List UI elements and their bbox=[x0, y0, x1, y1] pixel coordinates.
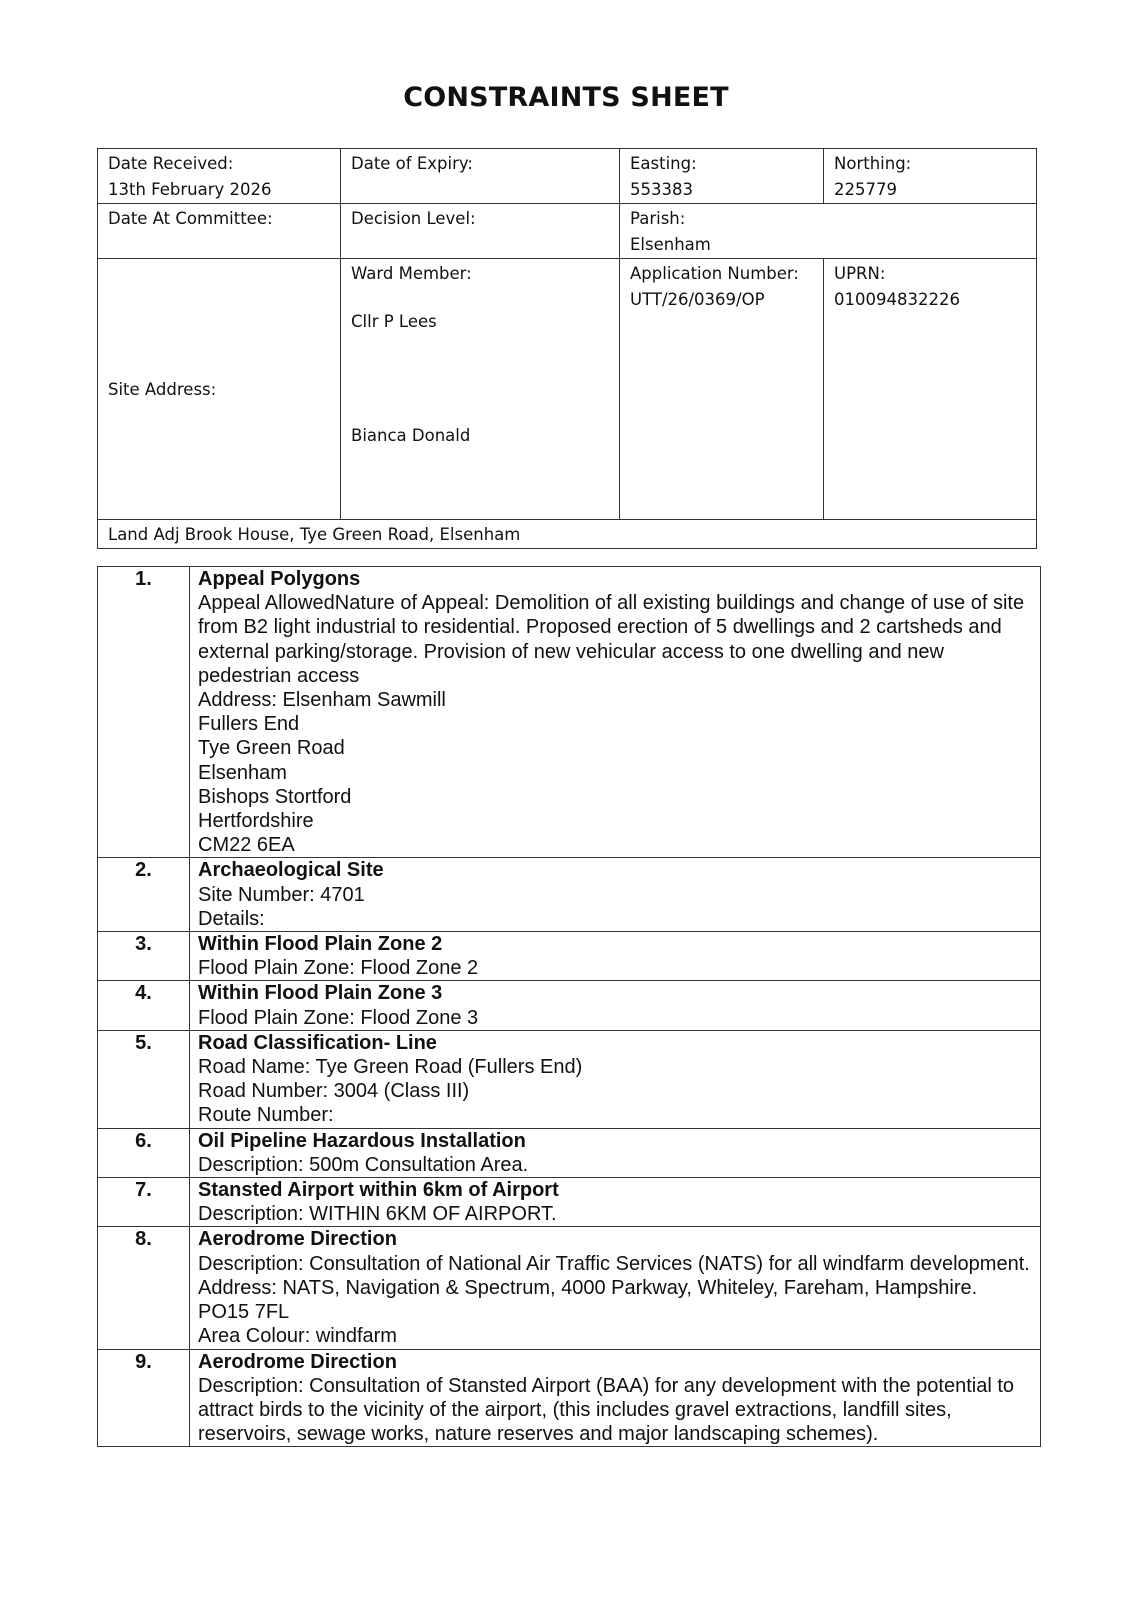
constraint-line: CM22 6EA bbox=[198, 834, 295, 857]
application-number-cell bbox=[620, 259, 824, 520]
constraint-title: Aerodrome Direction bbox=[198, 1350, 397, 1373]
date-committee-cell bbox=[98, 204, 341, 259]
constraint-title: Aerodrome Direction bbox=[198, 1228, 397, 1251]
constraint-line: Description: WITHIN 6KM OF AIRPORT. bbox=[198, 1203, 557, 1226]
constraint-row bbox=[98, 932, 1041, 981]
constraint-details bbox=[190, 567, 1041, 858]
parish-value: Elsenham bbox=[630, 235, 711, 254]
constraint-title: Archaeological Site bbox=[198, 859, 384, 882]
date-committee-label: Date At Committee: bbox=[108, 209, 273, 228]
constraint-row bbox=[98, 858, 1041, 932]
constraint-details bbox=[190, 1227, 1041, 1349]
constraint-details bbox=[190, 932, 1041, 981]
application-number-value: UTT/26/0369/OP bbox=[630, 290, 765, 309]
constraint-number: 4. bbox=[98, 981, 190, 1030]
constraints-table bbox=[97, 566, 1041, 1447]
constraint-line: Bishops Stortford bbox=[198, 785, 352, 808]
constraint-number: 9. bbox=[98, 1349, 190, 1447]
ward-member-value: Cllr P Lees bbox=[351, 312, 437, 331]
constraint-line: Flood Plain Zone: Flood Zone 2 bbox=[198, 957, 479, 980]
constraint-row bbox=[98, 1030, 1041, 1128]
constraint-number: 8. bbox=[98, 1227, 190, 1349]
constraint-number: 6. bbox=[98, 1128, 190, 1177]
constraint-details bbox=[190, 858, 1041, 932]
date-received-cell bbox=[98, 149, 341, 204]
constraint-line: Area Colour: windfarm bbox=[198, 1325, 397, 1348]
constraint-title: Within Flood Plain Zone 2 bbox=[198, 933, 443, 956]
constraint-row bbox=[98, 567, 1041, 858]
officer-name: Bianca Donald bbox=[351, 426, 471, 445]
constraint-line: Flood Plain Zone: Flood Zone 3 bbox=[198, 1006, 479, 1029]
parish-cell bbox=[620, 204, 1037, 259]
constraint-number: 7. bbox=[98, 1178, 190, 1227]
date-received-value: 13th February 2026 bbox=[108, 180, 272, 199]
constraint-line: Road Name: Tye Green Road (Fullers End) bbox=[198, 1056, 583, 1079]
ward-member-cell bbox=[341, 259, 620, 520]
constraint-line: Address: NATS, Navigation & Spectrum, 4000 Parkway, Whiteley, Fareham, Hampshire. PO15 7FL bbox=[198, 1276, 978, 1324]
date-expiry-cell bbox=[341, 149, 620, 204]
application-number-label: Application Number: bbox=[630, 264, 799, 283]
constraint-line: Site Number: 4701 bbox=[198, 883, 365, 906]
uprn-value: 010094832226 bbox=[834, 290, 960, 309]
constraint-line: Route Number: bbox=[198, 1104, 334, 1127]
page-title: CONSTRAINTS SHEET bbox=[403, 82, 729, 113]
constraint-title: Appeal Polygons bbox=[198, 568, 361, 590]
constraint-details bbox=[190, 1178, 1041, 1227]
constraint-row bbox=[98, 1349, 1041, 1447]
constraint-number: 5. bbox=[98, 1030, 190, 1128]
easting-value: 553383 bbox=[630, 180, 693, 199]
uprn-label: UPRN: bbox=[834, 264, 886, 283]
constraint-line: Elsenham bbox=[198, 761, 287, 784]
ward-member-label: Ward Member: bbox=[351, 264, 472, 283]
constraint-row bbox=[98, 1227, 1041, 1349]
constraint-row bbox=[98, 1178, 1041, 1227]
constraint-details bbox=[190, 1349, 1041, 1447]
constraint-line: Tye Green Road bbox=[198, 737, 345, 760]
constraint-details bbox=[190, 1128, 1041, 1177]
northing-cell bbox=[824, 149, 1037, 204]
constraint-line: Description: 500m Consultation Area. bbox=[198, 1153, 529, 1176]
northing-value: 225779 bbox=[834, 180, 897, 199]
constraint-line: Address: Elsenham Sawmill bbox=[198, 689, 446, 712]
site-address-label-cell bbox=[98, 259, 341, 520]
constraint-line: Description: Consultation of National Air Traffic Services (NATS) for all windfarm development. bbox=[198, 1252, 1030, 1275]
application-details-table bbox=[97, 148, 1037, 549]
constraint-line: Details: bbox=[198, 907, 265, 930]
constraint-line: Hertfordshire bbox=[198, 810, 314, 833]
easting-cell bbox=[620, 149, 824, 204]
constraint-title: Within Flood Plain Zone 3 bbox=[198, 982, 443, 1005]
constraint-title: Stansted Airport within 6km of Airport bbox=[198, 1179, 559, 1202]
easting-label: Easting: bbox=[630, 154, 697, 173]
constraint-row bbox=[98, 1128, 1041, 1177]
constraint-row bbox=[98, 981, 1041, 1030]
constraint-title: Road Classification- Line bbox=[198, 1031, 437, 1054]
constraint-line: Fullers End bbox=[198, 713, 300, 736]
date-expiry-label: Date of Expiry: bbox=[351, 154, 473, 173]
constraint-number: 2. bbox=[98, 858, 190, 932]
constraint-number: 3. bbox=[98, 932, 190, 981]
constraint-line: Appeal AllowedNature of Appeal: Demolition of all existing buildings and change of use of site from B2 light industrial to residential. Proposed erection of 5 dwellings and 2 cartsheds and external parking/storage. Provision of new vehicular access to one dwelling and new pedestrian access bbox=[198, 592, 1025, 687]
northing-label: Northing: bbox=[834, 154, 912, 173]
site-address-label: Site Address: bbox=[108, 380, 217, 399]
decision-level-label: Decision Level: bbox=[351, 209, 476, 228]
site-address-value: Land Adj Brook House, Tye Green Road, Elsenham bbox=[108, 525, 521, 544]
constraint-line: Description: Consultation of Stansted Airport (BAA) for any development with the potential to attract birds to the vicinity of the airport, (this includes gravel extractions, landfill sites, reservoirs, sewage works, nature reserves and major landscaping schemes). bbox=[198, 1374, 1014, 1446]
constraint-details bbox=[190, 981, 1041, 1030]
constraint-details bbox=[190, 1030, 1041, 1128]
constraint-number: 1. bbox=[98, 567, 190, 858]
uprn-cell bbox=[824, 259, 1037, 520]
constraint-title: Oil Pipeline Hazardous Installation bbox=[198, 1129, 526, 1152]
parish-label: Parish: bbox=[630, 209, 686, 228]
date-received-label: Date Received: bbox=[108, 154, 234, 173]
constraint-line: Road Number: 3004 (Class III) bbox=[198, 1080, 470, 1103]
site-address-cell bbox=[98, 520, 1037, 549]
decision-level-cell bbox=[341, 204, 620, 259]
